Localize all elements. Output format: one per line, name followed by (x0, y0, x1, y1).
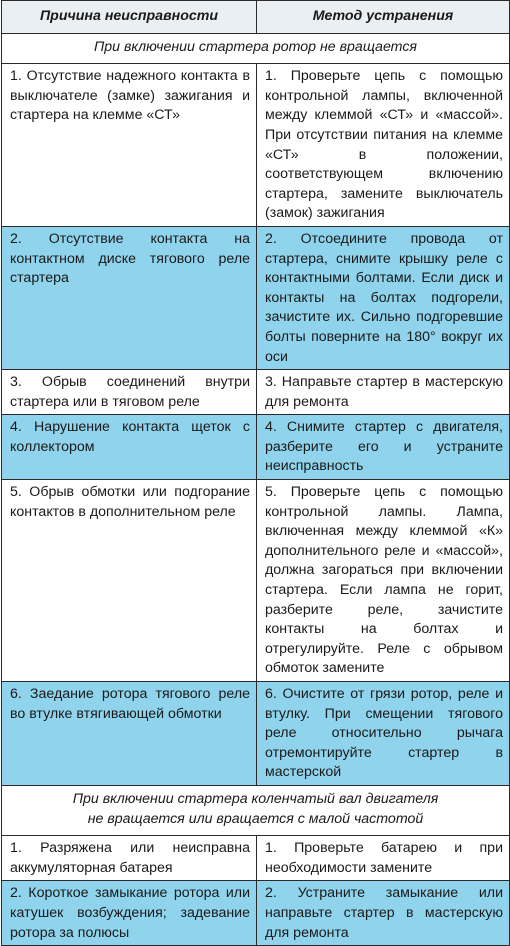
header-cause: Причина неисправности (2, 1, 257, 34)
cause-cell: 2. Отсутствие контакта на контактном диске тягового реле стартера (2, 226, 257, 369)
section-title-row (2, 785, 510, 835)
table-row (2, 370, 510, 415)
header-method: Метод устранения (257, 1, 510, 34)
section-title-line: не вращается или вращается с малой частотой (87, 810, 424, 827)
method-cell: 1. Проверьте цепь с помощью контрольной лампы, включенной между клеммой «СТ» и «массой». При отсутствии питания на клемме «СТ» в положении, соответствующем включению стартера, замените выключатель (замок) зажигания (257, 64, 510, 227)
method-cell: 2. Устраните замыкание или направьте стартер в мастерскую для ремонта (257, 881, 510, 946)
method-cell: 5. Проверьте цепь с помощью контрольной лампы. Лампа, включенная между клеммой «К» дополнительного реле и «массой», должна загораться при включении стартера. Если лампа не горит, разберите реле, зачистите контакты на болтах и отрегулируйте. Реле с обрывом обмоток замените (257, 480, 510, 682)
cause-cell: 4. Нарушение контакта щеток с коллектором (2, 415, 257, 480)
section-title-line: При включении стартера коленчатый вал двигателя (72, 790, 439, 807)
cause-cell: 2. Короткое замыкание ротора или катушек возбуждения; задевание ротора за полюсы (2, 881, 257, 946)
cause-cell: 1. Разряжена или неисправна аккумуляторная батарея (2, 836, 257, 881)
cause-cell: 5. Обрыв обмотки или подгорание контактов в дополнительном реле (2, 480, 257, 682)
method-cell: 1. Проверьте батарею и при необходимости замените (257, 836, 510, 881)
table-row (2, 415, 510, 480)
faults-table (1, 0, 510, 946)
table-header-row (2, 1, 510, 34)
section-title-line: При включении стартера ротор не вращается (93, 38, 418, 55)
cause-cell: 1. Отсутствие надежного контакта в выключателе (замке) зажигания и стартера на клемме «СТ» (2, 64, 257, 227)
method-cell: 3. Направьте стартер в мастерскую для ремонта (257, 370, 510, 415)
method-cell: 6. Очистите от грязи ротор, реле и втулку. При смещении тягового реле относительно рычага отремонтируйте стартер в мастерской (257, 682, 510, 786)
table-row (2, 881, 510, 946)
table-row (2, 836, 510, 881)
cause-cell: 3. Обрыв соединений внутри стартера или в тяговом реле (2, 370, 257, 415)
table-row (2, 682, 510, 786)
table-row (2, 480, 510, 682)
table-row (2, 64, 510, 227)
method-cell: 2. Отсоедините провода от стартера, снимите крышку реле с контактными болтами. Если диск и контакты на болтах подгорели, зачистите их. Сильно подгоревшие болты поверните на 180° вокруг их оси (257, 226, 510, 369)
section-title (2, 33, 510, 64)
section-title (2, 785, 510, 835)
method-cell: 4. Снимите стартер с двигателя, разберите его и устраните неисправность (257, 415, 510, 480)
section-title-row (2, 33, 510, 64)
table-row (2, 226, 510, 369)
cause-cell: 6. Заедание ротора тягового реле во втулке втягивающей обмотки (2, 682, 257, 786)
